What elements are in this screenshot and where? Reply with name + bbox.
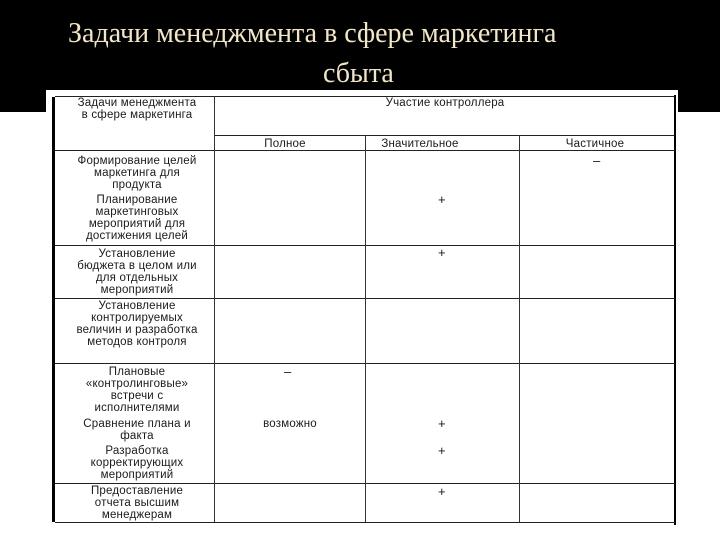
row-label-line: Сравнение плана и [83, 418, 191, 430]
slide-title-line-2: сбыта [323, 58, 394, 89]
cell-partial-mark: – [593, 153, 601, 168]
cell-significant-mark: + [438, 245, 446, 260]
header-participation: Участие контроллера [385, 97, 505, 109]
row-label-line: Разработка [105, 445, 169, 457]
row-label-line: мероприятий [100, 469, 174, 481]
row-label-line: Установление [98, 300, 176, 312]
row-label-line: продукта [112, 179, 162, 191]
row-label-line: менеджерам [101, 509, 173, 521]
row-label-line: маркетинга для [94, 167, 180, 179]
col-line [365, 135, 366, 522]
slide-title-line-1: Задачи менеджмента в сфере маркетинга [68, 18, 557, 49]
column-header-significant: Значительное [381, 138, 459, 150]
row-label-line: корректирующих [90, 457, 184, 469]
row-label-line: Формирование целей [77, 155, 197, 167]
row-label-line: исполнителями [94, 402, 180, 414]
row-label-line: «контролинговые» [85, 378, 189, 390]
cell-full-text: возможно [263, 418, 317, 430]
row-label-line: достижения целей [85, 230, 189, 242]
row-label-line: отчета высшим [94, 497, 180, 509]
cell-significant-mark: + [438, 192, 446, 207]
table-left-border [52, 97, 55, 522]
row-label-line: маркетинговых [95, 206, 179, 218]
subheader-line [215, 135, 675, 136]
column-header-partial: Частичное [565, 138, 625, 150]
cell-significant-mark: + [438, 484, 446, 499]
row-label-line: факта [120, 430, 154, 442]
row-label-line: бюджета в целом или [77, 260, 197, 272]
col-line [519, 135, 520, 522]
cell-full-mark: – [284, 364, 292, 379]
row-label-line: Плановые [108, 366, 166, 378]
header-task-line-1: Задачи менеджмента [77, 97, 197, 109]
column-header-full: Полное [264, 138, 306, 150]
row-label-line: контролируемых [91, 312, 183, 324]
cell-significant-mark: + [438, 416, 446, 431]
cell-significant-mark: + [438, 443, 446, 458]
row-label-line: Предоставление [90, 485, 184, 497]
row-label-line: встречи с [110, 390, 164, 402]
col-line [214, 96, 215, 522]
header-task-line-2: в сфере маркетинга [81, 109, 193, 121]
row-label-line: величин и разработка [76, 324, 198, 336]
row-label-line: методов контроля [87, 336, 187, 348]
table-bottom-border [55, 522, 675, 523]
row-label-line: для отдельных [95, 272, 179, 284]
row-label-line: мероприятий для [88, 218, 186, 230]
table-right-border [674, 95, 676, 525]
row-label-line: Установление [98, 248, 176, 260]
row-label-line: Планирование [96, 194, 178, 206]
row-label-line: мероприятий [100, 284, 174, 296]
